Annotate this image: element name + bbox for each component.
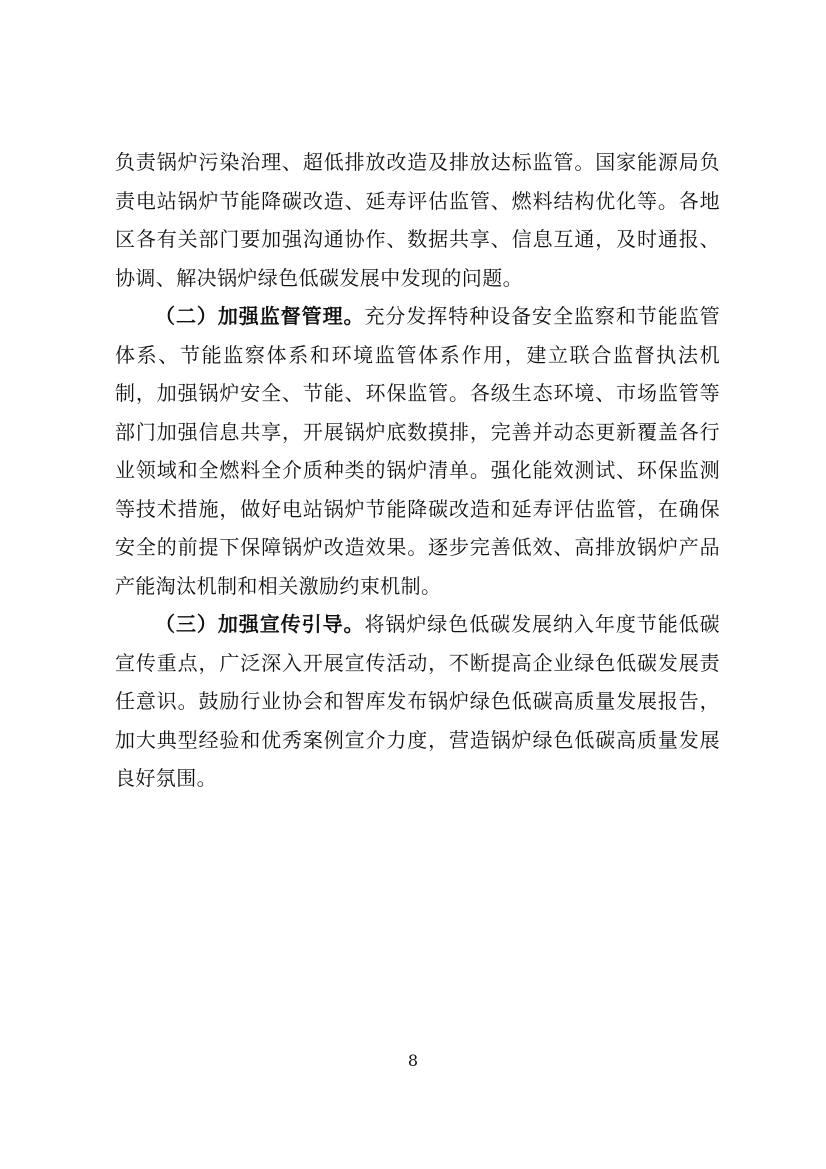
paragraph-continuation bbox=[115, 143, 720, 297]
paragraph-supervision bbox=[115, 297, 720, 605]
paragraph-text: 负责锅炉污染治理、超低排放改造及排放达标监管。国家能源局负责电站锅炉节能降碳改造、延寿评估监管、燃料结构优化等。各地区各有关部门要加强沟通协作、数据共享、信息互通，及时通报、协调、解决锅炉绿色低碳发展中发现的问题。 bbox=[115, 150, 720, 290]
section-heading: （二）加强监督管理。 bbox=[155, 304, 365, 328]
section-heading: （三）加强宣传引导。 bbox=[155, 612, 365, 636]
page-number: 8 bbox=[407, 1051, 419, 1070]
paragraph-text: 将锅炉绿色低碳发展纳入年度节能低碳宣传重点，广泛深入开展宣传活动，不断提高企业绿色低碳发展责任意识。鼓励行业协会和智库发布锅炉绿色低碳高质量发展报告，加大典型经验和优秀案例宣介力度，营造锅炉绿色低碳高质量发展良好氛围。 bbox=[115, 612, 720, 790]
body-text bbox=[115, 143, 720, 798]
paragraph-publicity bbox=[115, 605, 720, 798]
paragraph-text: 充分发挥特种设备安全监察和节能监管体系、节能监察体系和环境监管体系作用，建立联合监督执法机制，加强锅炉安全、节能、环保监管。各级生态环境、市场监管等部门加强信息共享，开展锅炉底数摸排，完善并动态更新覆盖各行业领域和全燃料全介质种类的锅炉清单。强化能效测试、环保监测等技术措施，做好电站锅炉节能降碳改造和延寿评估监管，在确保安全的前提下保障锅炉改造效果。逐步完善低效、高排放锅炉产品产能淘汰机制和相关激励约束机制。 bbox=[115, 304, 720, 598]
